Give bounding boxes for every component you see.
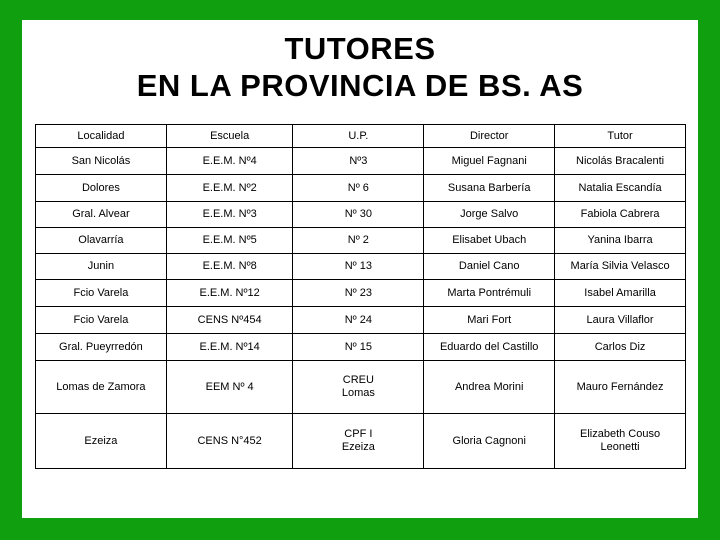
cell-localidad: Dolores bbox=[36, 175, 167, 202]
cell-director: Miguel Fagnani bbox=[424, 148, 555, 175]
cell-up: Nº3 bbox=[293, 148, 424, 175]
cell-director: Mari Fort bbox=[424, 307, 555, 334]
cell-localidad: Fcio Varela bbox=[36, 307, 167, 334]
cell-up-line: CREU bbox=[342, 374, 374, 386]
cell-up: Nº 6 bbox=[293, 175, 424, 202]
slide-title bbox=[22, 30, 698, 104]
header-tutor: Tutor bbox=[555, 125, 686, 148]
cell-localidad: Olavarría bbox=[36, 228, 167, 254]
cell-tutor-line: Elizabeth Couso bbox=[580, 428, 661, 440]
table-row bbox=[36, 307, 686, 334]
table-row bbox=[36, 361, 686, 414]
cell-director: Susana Barbería bbox=[424, 175, 555, 202]
cell-escuela: E.E.M. Nº12 bbox=[166, 280, 293, 307]
cell-director: Jorge Salvo bbox=[424, 202, 555, 228]
cell-escuela: E.E.M. Nº14 bbox=[166, 334, 293, 361]
cell-director: Daniel Cano bbox=[424, 254, 555, 280]
header-up: U.P. bbox=[293, 125, 424, 148]
slide bbox=[22, 20, 698, 518]
cell-localidad: San Nicolás bbox=[36, 148, 167, 175]
cell-tutor: Fabiola Cabrera bbox=[555, 202, 686, 228]
cell-tutor: Natalia Escandía bbox=[555, 175, 686, 202]
cell-escuela: E.E.M. Nº8 bbox=[166, 254, 293, 280]
header-director: Director bbox=[424, 125, 555, 148]
cell-director: Eduardo del Castillo bbox=[424, 334, 555, 361]
table-row bbox=[36, 334, 686, 361]
cell-tutor: Yanina Ibarra bbox=[555, 228, 686, 254]
header-localidad: Localidad bbox=[36, 125, 167, 148]
cell-tutor: Isabel Amarilla bbox=[555, 280, 686, 307]
cell-up: Nº 30 bbox=[293, 202, 424, 228]
cell-up: Nº 2 bbox=[293, 228, 424, 254]
cell-tutor-line: Leonetti bbox=[600, 441, 640, 453]
cell-localidad: Lomas de Zamora bbox=[36, 361, 167, 414]
table-row bbox=[36, 414, 686, 469]
cell-localidad: Ezeiza bbox=[36, 414, 167, 469]
cell-director: Marta Pontrémuli bbox=[424, 280, 555, 307]
cell-localidad: Gral. Pueyrredón bbox=[36, 334, 167, 361]
cell-tutor: María Silvia Velasco bbox=[555, 254, 686, 280]
cell-localidad: Fcio Varela bbox=[36, 280, 167, 307]
cell-localidad: Gral. Alvear bbox=[36, 202, 167, 228]
cell-up bbox=[293, 361, 424, 414]
cell-escuela: E.E.M. Nº2 bbox=[166, 175, 293, 202]
cell-tutor: Laura Villaflor bbox=[555, 307, 686, 334]
cell-tutor bbox=[555, 414, 686, 469]
cell-localidad: Junin bbox=[36, 254, 167, 280]
cell-escuela: E.E.M. Nº4 bbox=[166, 148, 293, 175]
table-row bbox=[36, 148, 686, 175]
table-header-row bbox=[36, 125, 686, 148]
cell-up: Nº 24 bbox=[293, 307, 424, 334]
cell-up: Nº 13 bbox=[293, 254, 424, 280]
title-line-2: EN LA PROVINCIA DE BS. AS bbox=[136, 68, 584, 103]
cell-up bbox=[293, 414, 424, 469]
cell-director: Elisabet Ubach bbox=[424, 228, 555, 254]
cell-up: Nº 15 bbox=[293, 334, 424, 361]
cell-director: Andrea Morini bbox=[424, 361, 555, 414]
cell-up-line: Lomas bbox=[341, 387, 375, 399]
table-row bbox=[36, 175, 686, 202]
header-escuela: Escuela bbox=[166, 125, 293, 148]
cell-escuela: EEM Nº 4 bbox=[166, 361, 293, 414]
table-row bbox=[36, 280, 686, 307]
cell-up: Nº 23 bbox=[293, 280, 424, 307]
title-line-1: TUTORES bbox=[284, 31, 436, 66]
cell-up-line: CPF I bbox=[344, 428, 373, 440]
table-row bbox=[36, 228, 686, 254]
table-row bbox=[36, 202, 686, 228]
cell-up-line: Ezeiza bbox=[341, 441, 375, 453]
tutors-table bbox=[35, 124, 686, 469]
cell-tutor: Nicolás Bracalenti bbox=[555, 148, 686, 175]
cell-escuela: E.E.M. Nº3 bbox=[166, 202, 293, 228]
cell-escuela: CENS Nº454 bbox=[166, 307, 293, 334]
cell-tutor: Mauro Fernández bbox=[555, 361, 686, 414]
cell-escuela: E.E.M. Nº5 bbox=[166, 228, 293, 254]
table-row bbox=[36, 254, 686, 280]
cell-tutor: Carlos Diz bbox=[555, 334, 686, 361]
cell-director: Gloria Cagnoni bbox=[424, 414, 555, 469]
cell-escuela: CENS N°452 bbox=[166, 414, 293, 469]
